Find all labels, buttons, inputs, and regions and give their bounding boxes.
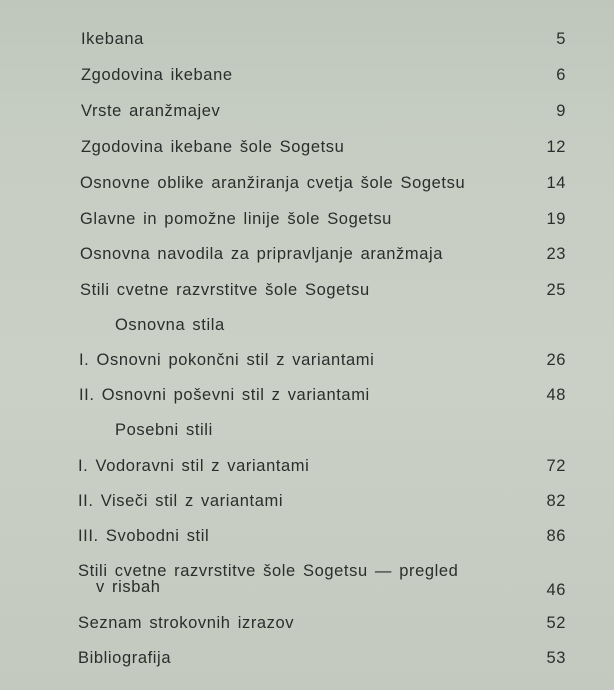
toc-entry-title: Zgodovina ikebane [81, 66, 233, 84]
toc-entry-title: Zgodovina ikebane šole Sogetsu [81, 138, 345, 156]
toc-entry-title: Vrste aranžmajev [81, 102, 221, 120]
toc-section-title: Osnovna stila [115, 316, 225, 334]
toc-entry-title: I. Vodoravni stil z variantami [78, 457, 310, 475]
toc-entry-title: Stili cvetne razvrstitve šole Sogetsu [80, 281, 370, 299]
toc-entry-page: 26 [546, 351, 566, 369]
toc-entry-page: 53 [546, 649, 566, 667]
toc-entry-title: II. Osnovni poševni stil z variantami [79, 386, 370, 404]
toc-entry-title: I. Osnovni pokončni stil z variantami [79, 351, 375, 369]
toc-entry-title: III. Svobodni stil [78, 527, 210, 545]
toc-entry-page: 9 [556, 102, 566, 120]
toc-entry-page: 23 [546, 245, 566, 263]
toc-entry-page: 86 [546, 527, 566, 545]
toc-entry-title-line1: Stili cvetne razvrstitve šole Sogetsu — pregled [78, 562, 459, 580]
toc-entry-title: II. Viseči stil z variantami [78, 492, 284, 510]
toc-entry-title: Bibliografija [78, 649, 172, 667]
toc-entry-title: Osnovna navodila za pripravljanje aranžmaja [80, 245, 444, 263]
toc-entry-page: 14 [546, 174, 566, 192]
toc-section-title: Posebni stili [115, 421, 213, 439]
toc-entry-page: 48 [546, 386, 566, 404]
toc-entry-page: 6 [556, 66, 566, 84]
toc-entry-title: Ikebana [81, 30, 144, 48]
toc-entry-page: 82 [546, 492, 566, 510]
toc-entry-title: Seznam strokovnih izrazov [78, 614, 295, 632]
toc-entry-title-line2: v risbah [96, 578, 161, 596]
toc-entry-page: 19 [546, 210, 566, 228]
toc-entry-page: 12 [546, 138, 566, 156]
toc-entry-page: 25 [546, 281, 566, 299]
toc-entry-title: Osnovne oblike aranžiranja cvetja šole Sogetsu [80, 174, 466, 192]
toc-entry-page: 72 [546, 457, 566, 475]
toc-entry-page: 46 [546, 581, 566, 599]
toc-entry-page: 5 [556, 30, 566, 48]
toc-entry-title: Glavne in pomožne linije šole Sogetsu [80, 210, 392, 228]
toc-entry-page: 52 [546, 614, 566, 632]
